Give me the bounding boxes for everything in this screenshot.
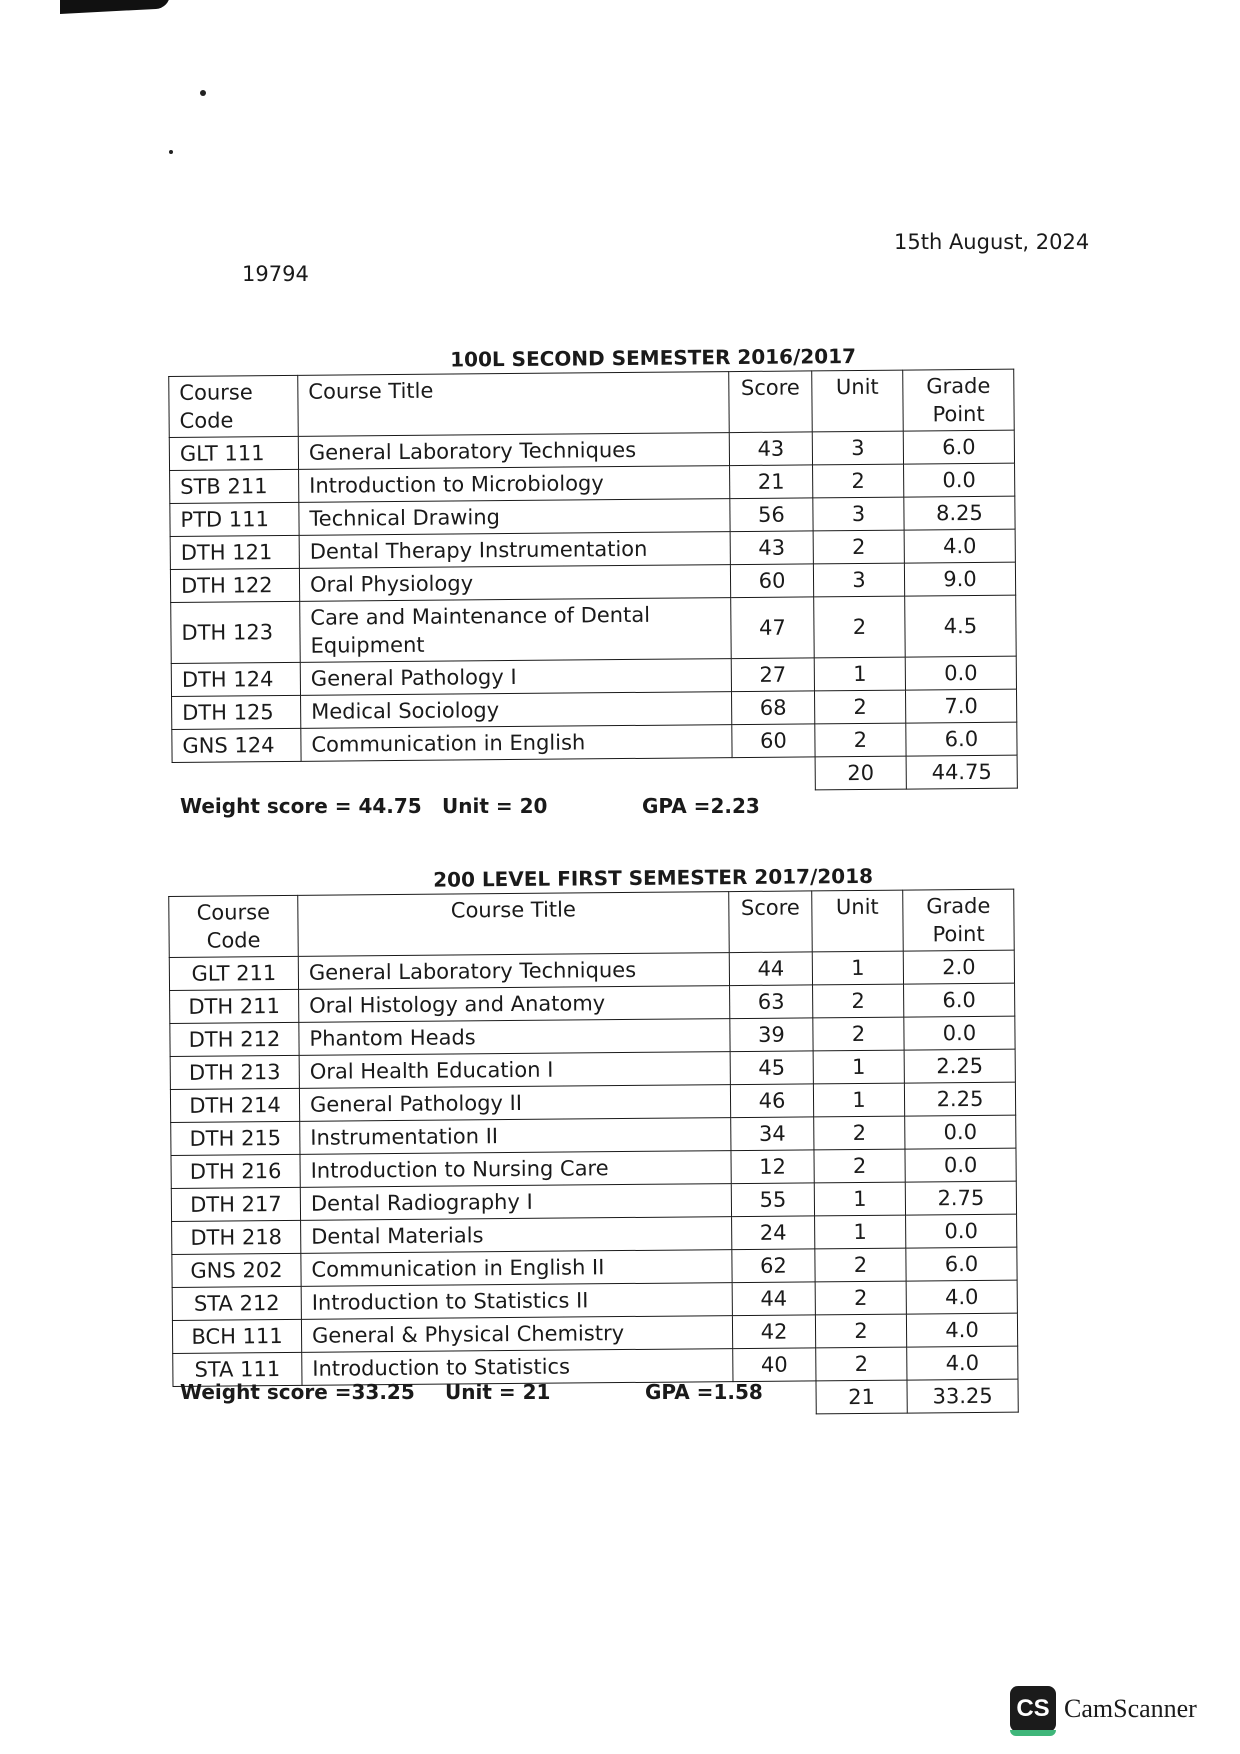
course-unit: 2 (813, 530, 904, 564)
course-title: Phantom Heads (299, 1019, 730, 1056)
course-code: GNS 202 (172, 1253, 301, 1287)
course-grade-point: 0.0 (905, 656, 1016, 690)
course-score: 40 (733, 1348, 816, 1382)
course-title: Instrumentation II (300, 1118, 731, 1155)
course-title: Introduction to Statistics (302, 1349, 733, 1386)
course-title: Introduction to Microbiology (299, 466, 730, 503)
course-unit: 1 (814, 657, 905, 691)
course-title: Dental Materials (301, 1217, 732, 1254)
course-score: 46 (730, 1084, 813, 1118)
course-grade-point: 4.0 (906, 1313, 1017, 1347)
course-title: Introduction to Nursing Care (300, 1151, 731, 1188)
course-grade-point: 4.0 (906, 1280, 1017, 1314)
table-header-row (169, 889, 1015, 957)
course-unit: 1 (814, 1182, 905, 1216)
course-unit: 2 (815, 1248, 906, 1282)
semester-section-2 (168, 863, 1023, 1420)
header-score: Score (729, 371, 813, 433)
course-title: General Pathology I (300, 659, 731, 696)
course-code: DTH 218 (172, 1220, 301, 1254)
course-grade-point: 6.0 (906, 1247, 1017, 1281)
course-score: 44 (732, 1282, 815, 1316)
camscanner-logo-icon: CS (1010, 1686, 1056, 1732)
course-code: DTH 215 (171, 1121, 300, 1155)
semester-section-1 (168, 343, 1022, 796)
course-title: Technical Drawing (299, 499, 730, 536)
course-score: 60 (730, 564, 813, 598)
course-score: 56 (730, 498, 813, 532)
course-unit: 2 (815, 723, 906, 757)
course-unit: 2 (813, 464, 904, 498)
course-code: BCH 111 (172, 1319, 301, 1353)
course-code: GLT 111 (169, 436, 298, 470)
scan-edge-mark (60, 0, 170, 14)
course-code: DTH 214 (170, 1088, 299, 1122)
course-grade-point: 9.0 (904, 562, 1015, 596)
course-title: Oral Physiology (299, 565, 730, 602)
course-unit: 2 (814, 690, 905, 724)
course-grade-point: 2.0 (903, 950, 1014, 984)
table-row (171, 595, 1017, 663)
course-grade-point: 0.0 (904, 463, 1015, 497)
course-title: Dental Therapy Instrumentation (299, 532, 730, 569)
course-score: 55 (731, 1183, 814, 1217)
grades-table (168, 369, 1018, 796)
course-code: GLT 211 (169, 956, 298, 990)
grades-table (168, 889, 1019, 1420)
table-header-row (169, 369, 1015, 437)
course-code: PTD 111 (170, 502, 299, 536)
course-grade-point: 0.0 (904, 1016, 1015, 1050)
scan-speck (200, 90, 206, 96)
total-grade-point: 44.75 (906, 755, 1017, 789)
header-course-code: Course Code (169, 895, 299, 957)
course-title: General Pathology II (299, 1085, 730, 1122)
reference-number: 19794 (242, 262, 309, 286)
total-row (172, 755, 1017, 795)
course-title: Dental Radiography I (300, 1184, 731, 1221)
course-score: 47 (731, 597, 815, 659)
course-title: Communication in English (301, 725, 732, 762)
course-score: 68 (732, 691, 815, 725)
course-unit: 2 (815, 1281, 906, 1315)
course-score: 45 (730, 1051, 813, 1085)
course-unit: 3 (813, 563, 904, 597)
camscanner-wordmark: CamScanner (1064, 1694, 1197, 1723)
course-grade-point: 6.0 (903, 430, 1014, 464)
course-score: 62 (732, 1249, 815, 1283)
weight-score: Weight score = 44.75 (180, 794, 422, 818)
course-score: 43 (729, 432, 812, 466)
course-title: General & Physical Chemistry (301, 1316, 732, 1353)
course-code: DTH 211 (170, 989, 299, 1023)
course-unit: 3 (812, 431, 903, 465)
course-unit: 2 (813, 1017, 904, 1051)
table-body (169, 430, 1017, 762)
course-score: 60 (732, 724, 815, 758)
course-unit: 2 (813, 984, 904, 1018)
header-unit: Unit (812, 370, 904, 432)
course-grade-point: 2.25 (904, 1049, 1015, 1083)
course-grade-point: 6.0 (904, 983, 1015, 1017)
course-code: STA 212 (172, 1286, 301, 1320)
course-grade-point: 0.0 (905, 1115, 1016, 1149)
table-body (169, 950, 1018, 1386)
course-grade-point: 8.25 (904, 496, 1015, 530)
course-score: 27 (731, 658, 814, 692)
course-grade-point: 4.5 (905, 595, 1017, 657)
course-title: Care and Maintenance of Dental Equipment (300, 598, 732, 663)
gpa: GPA =2.23 (642, 794, 760, 818)
course-code: DTH 216 (171, 1154, 300, 1188)
weight-score: Weight score =33.25 (180, 1380, 415, 1404)
total-grade-point: 33.25 (907, 1379, 1018, 1413)
course-title: General Laboratory Techniques (298, 433, 729, 470)
course-title: Medical Sociology (301, 692, 732, 729)
course-grade-point: 2.75 (905, 1181, 1016, 1215)
semester-title: 200 LEVEL FIRST SEMESTER 2017/2018 (433, 863, 874, 892)
course-unit: 2 (814, 1149, 905, 1183)
scan-speck (169, 150, 173, 154)
course-code: DTH 124 (171, 662, 300, 696)
course-code: GNS 124 (172, 728, 301, 762)
header-grade-point: Grade Point (903, 889, 1015, 951)
header-course-code: Course Code (169, 375, 299, 437)
course-unit: 2 (814, 596, 906, 658)
course-grade-point: 6.0 (906, 722, 1017, 756)
course-unit: 1 (815, 1215, 906, 1249)
course-score: 21 (730, 465, 813, 499)
course-score: 39 (730, 1018, 813, 1052)
total-unit: 20 (815, 756, 906, 790)
course-code: DTH 122 (170, 568, 299, 602)
course-score: 12 (731, 1150, 814, 1184)
course-score: 63 (730, 985, 813, 1019)
unit-total: Unit = 20 (442, 794, 548, 818)
course-grade-point: 7.0 (905, 689, 1016, 723)
header-course-title: Course Title (298, 372, 730, 437)
course-code: DTH 125 (172, 695, 301, 729)
course-grade-point: 2.25 (904, 1082, 1015, 1116)
semester-title: 100L SECOND SEMESTER 2016/2017 (450, 343, 857, 372)
course-score: 43 (730, 531, 813, 565)
course-title: Oral Histology and Anatomy (299, 986, 730, 1023)
course-grade-point: 4.0 (907, 1346, 1018, 1380)
course-code: DTH 212 (170, 1022, 299, 1056)
course-title: General Laboratory Techniques (298, 953, 729, 990)
total-unit: 21 (816, 1380, 907, 1414)
course-title: Communication in English II (301, 1250, 732, 1287)
course-unit: 1 (812, 951, 903, 985)
course-code: STA 111 (173, 1352, 302, 1386)
course-grade-point: 0.0 (906, 1214, 1017, 1248)
course-score: 34 (731, 1117, 814, 1151)
header-unit: Unit (812, 890, 904, 952)
header-course-title: Course Title (298, 892, 730, 957)
course-score: 24 (732, 1216, 815, 1250)
total-spacer (172, 757, 815, 796)
unit-total: Unit = 21 (445, 1380, 551, 1404)
course-code: DTH 123 (171, 601, 301, 663)
course-unit: 2 (814, 1116, 905, 1150)
course-unit: 2 (815, 1314, 906, 1348)
course-grade-point: 0.0 (905, 1148, 1016, 1182)
course-code: DTH 213 (170, 1055, 299, 1089)
course-unit: 1 (813, 1083, 904, 1117)
course-code: DTH 217 (171, 1187, 300, 1221)
course-unit: 1 (813, 1050, 904, 1084)
course-title: Oral Health Education I (299, 1052, 730, 1089)
course-code: DTH 121 (170, 535, 299, 569)
header-grade-point: Grade Point (903, 369, 1015, 431)
course-score: 44 (729, 952, 812, 986)
course-unit: 3 (813, 497, 904, 531)
document-date: 15th August, 2024 (894, 230, 1090, 254)
course-grade-point: 4.0 (904, 529, 1015, 563)
course-score: 42 (732, 1315, 815, 1349)
header-score: Score (729, 891, 813, 953)
gpa: GPA =1.58 (645, 1380, 763, 1404)
course-code: STB 211 (170, 469, 299, 503)
course-unit: 2 (816, 1347, 907, 1381)
course-title: Introduction to Statistics II (301, 1283, 732, 1320)
